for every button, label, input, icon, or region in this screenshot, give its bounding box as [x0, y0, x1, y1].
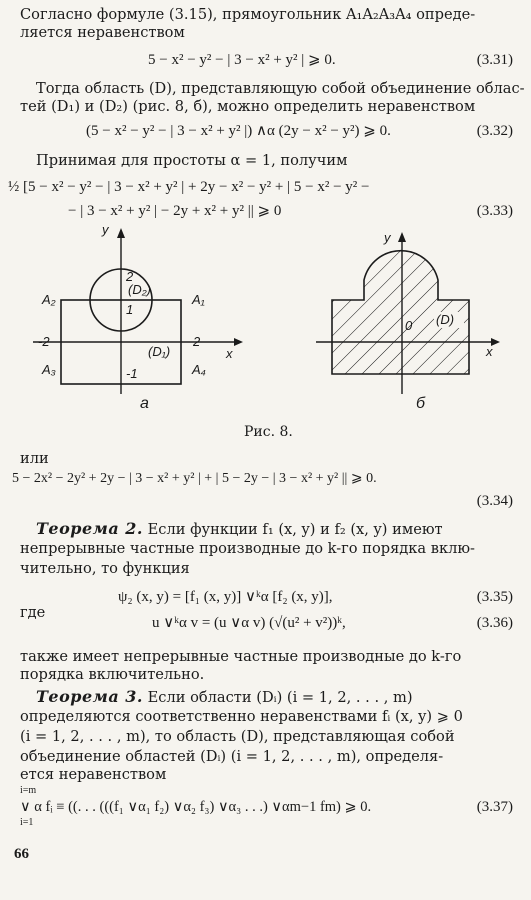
text-line: тей (D₁) и (D₂) (рис. 8, б), можно определить неравенством	[20, 98, 476, 115]
vertex-a1: A₁	[192, 292, 205, 307]
text-line: чительно, то функция	[20, 560, 190, 577]
text-line: определяются соответственно неравенствами fᵢ (x, y) ⩾ 0	[20, 708, 463, 725]
tick-minus-1: -1	[126, 366, 138, 381]
equation-3-35: ψ₂ (x, y) = [f₁ (x, y)] ∨ᵏα [f₂ (x, y)],	[118, 589, 333, 605]
text-line: непрерывные частные производные до k-го порядка вклю-	[20, 540, 475, 557]
origin-label: 0	[405, 318, 413, 333]
text-line: ется неравенством	[20, 766, 167, 783]
text-line: Согласно формуле (3.15), прямоугольник A₁A₂A₃A₄ опреде-	[20, 6, 476, 23]
text-line: где	[20, 604, 46, 621]
region-d: (D)	[436, 312, 455, 327]
figure-b	[306, 226, 516, 416]
region-d2: (D₂)	[128, 282, 152, 297]
y-axis-label: y	[384, 230, 391, 245]
equation-3-33-part1: ½ [5 − x² − y² − | 3 − x² + y² | + 2y − x² − y² + | 5 − x² − y² −	[8, 179, 370, 195]
theorem-3-title: Теорема 3.	[36, 687, 143, 706]
page-number: 66	[14, 846, 29, 862]
equation-number: (3.33)	[476, 203, 513, 219]
equation-3-33-part2: − | 3 − x² + y² | − 2y + x² + y² || ⩾ 0	[68, 203, 282, 219]
x-axis-label: x	[226, 346, 233, 361]
text-line: (i = 1, 2, . . . , m), то область (D), представляющая собой	[20, 728, 455, 745]
equation-3-37: ∨ α fᵢ ≡ ((. . . (((f₁ ∨α₁ f₂) ∨α₂ f₃) ∨α₃ . . .) ∨αm−1 fm) ⩾ 0.	[20, 799, 372, 815]
equation-3-36: u ∨ᵏα v = (u ∨α v) (√(u² + v²))ᵏ,	[152, 615, 346, 631]
equation-number: (3.31)	[476, 52, 513, 68]
sum-upper-limit: i=m	[20, 785, 37, 796]
text-line: также имеет непрерывные частные производные до k-го	[20, 648, 462, 665]
equation-number: (3.36)	[476, 615, 513, 631]
equation-number: (3.37)	[476, 799, 513, 815]
figure-label-a: а	[140, 395, 149, 412]
sum-lower-limit: i=1	[20, 817, 34, 828]
tick-2: 2	[126, 269, 134, 284]
text-line: или	[20, 450, 49, 467]
text-line: Принимая для простоты α = 1, получим	[36, 152, 348, 169]
figure-caption: Рис. 8.	[244, 424, 293, 440]
text-line: Тогда область (D), представляющую собой объединение облас-	[36, 80, 525, 97]
equation-number: (3.35)	[476, 589, 513, 605]
tick-1: 1	[126, 302, 134, 317]
equation-3-31: 5 − x² − y² − | 3 − x² + y² | ⩾ 0.	[148, 52, 336, 68]
tick-minus-2: -2	[38, 334, 50, 349]
equation-number: (3.32)	[476, 123, 513, 139]
equation-3-34: 5 − 2x² − 2y² + 2y − | 3 − x² + y² | + | 5 − 2y − | 3 − x² + y² || ⩾ 0.	[12, 471, 377, 486]
theorem-2-title: Теорема 2.	[36, 519, 143, 538]
figure-a	[28, 226, 248, 416]
vertex-a4: A₄	[192, 362, 206, 377]
equation-number: (3.34)	[476, 493, 513, 509]
text-line: ляется неравенством	[20, 24, 185, 41]
figure-label-b: б	[416, 395, 425, 412]
vertex-a3: A₃	[42, 362, 56, 377]
y-axis-label: y	[102, 226, 109, 237]
equation-3-32: (5 − x² − y² − | 3 − x² + y² |) ∧α (2y − x² − y²) ⩾ 0.	[86, 123, 391, 139]
tick-2: 2	[193, 334, 201, 349]
x-axis-label: x	[486, 344, 493, 359]
text-line: объединение областей (Dᵢ) (i = 1, 2, . . . , m), определя-	[20, 748, 444, 765]
text-line: Если функции f₁ (x, y) и f₂ (x, y) имеют	[147, 521, 443, 538]
text-line: Если области (Dᵢ) (i = 1, 2, . . . , m)	[147, 689, 413, 706]
text-line: порядка включительно.	[20, 666, 205, 683]
vertex-a2: A₂	[42, 292, 56, 307]
region-d1: (D₁)	[148, 344, 171, 359]
